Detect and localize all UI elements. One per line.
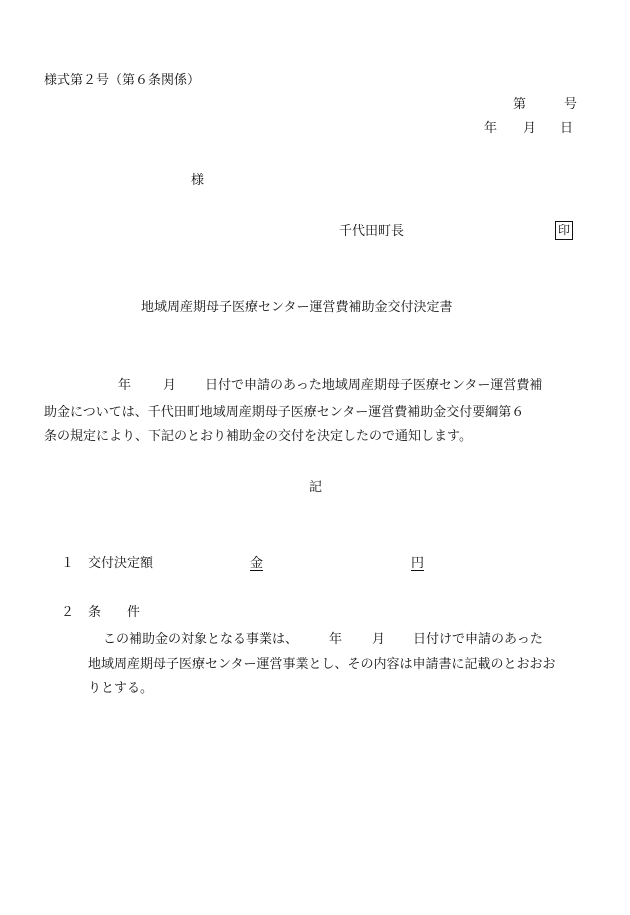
date-year: 年 [484, 121, 498, 136]
item-1-number: １ [61, 556, 75, 571]
issuer-name: 千代田町長 [339, 224, 405, 239]
body-line-1-text: 日付で申請のあった地域周産期母子医療センター運営費補 [205, 378, 543, 393]
amount-prefix: 金 [250, 556, 264, 571]
date-month: 月 [523, 121, 537, 136]
conditions-year: 年 [329, 632, 343, 647]
conditions-line-1-a: この補助金の対象となる事業は、 [103, 632, 299, 647]
addressee-suffix: 様 [191, 173, 205, 188]
item-1-label: 交付決定額 [88, 556, 154, 571]
body-month: 月 [163, 378, 177, 393]
conditions-month: 月 [372, 632, 386, 647]
form-number: 様式第２号（第６条関係） [44, 73, 201, 88]
body-year: 年 [118, 378, 132, 393]
body-line-3: 条の規定により、下記のとおり補助金の交付を決定したので通知します。 [44, 429, 472, 444]
grant-amount [250, 556, 424, 572]
doc-no-prefix: 第 [513, 97, 527, 112]
document-title: 地域周産期母子医療センター運営費補助金交付決定書 [141, 300, 453, 315]
conditions-line-1 [103, 632, 543, 648]
ki-heading: 記 [309, 480, 323, 495]
body-line-1 [44, 378, 542, 394]
issue-date [484, 121, 573, 137]
doc-no-suffix: 号 [564, 97, 578, 112]
document-number [513, 97, 577, 113]
conditions-line-2: 地域周産期母子医療センター運営事業とし、その内容は申請書に記載のとおおお [88, 657, 556, 672]
date-day: 日 [560, 121, 574, 136]
item-2-label [88, 605, 140, 621]
body-line-2: 助金については、千代田町地域周産期母子医療センター運営費補助金交付要綱第６ [44, 405, 525, 420]
item-2-number: ２ [61, 605, 75, 620]
amount-suffix: 円 [411, 556, 425, 571]
conditions-line-1-rest: 日付けで申請のあった [413, 632, 543, 647]
item-2-label-a: 条 [88, 605, 102, 620]
item-2-label-b: 件 [127, 605, 141, 620]
seal-mark: 印 [555, 221, 573, 240]
conditions-line-3: りとする。 [88, 681, 154, 696]
